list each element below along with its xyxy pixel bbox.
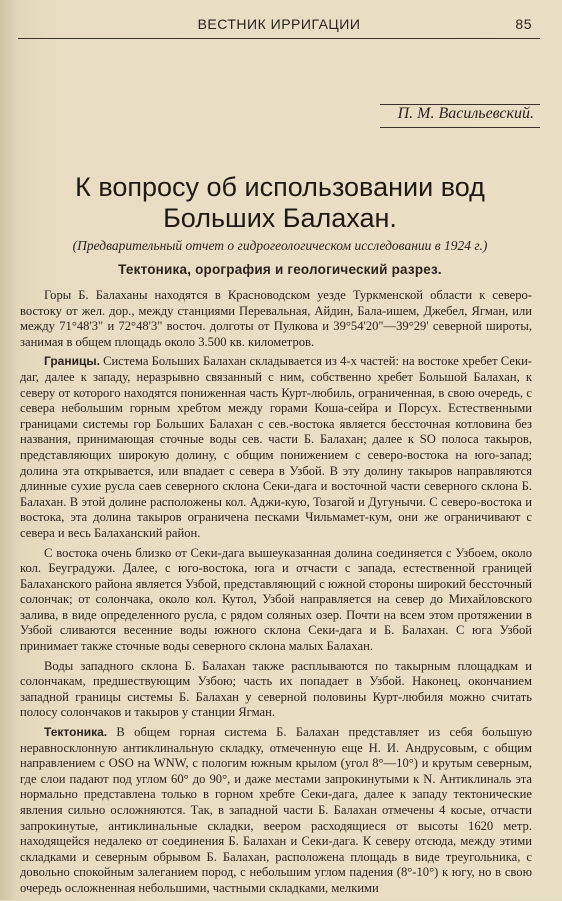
page-number: 85: [515, 16, 532, 32]
article-title: [20, 172, 540, 234]
journal-title: ВЕСТНИК ИРРИГАЦИИ: [197, 16, 361, 32]
paragraph-4: [20, 659, 532, 721]
section-heading: Тектоника, орография и геологический разрез.: [118, 262, 442, 277]
paragraph-text: Воды западного склона Б. Балахан также расплываются по такырным площадкам и солончакам, предшествующим Узбою; часть их попадает в Узбой. Наконец, окончанием западной границы системы Б. Балахан у северной половины Курт-любиля можно считать полосу солончаков и такыров у станции Ягман.: [20, 658, 532, 720]
article-body: [20, 288, 532, 901]
paragraph-text: В общем горная система Б. Балахан представляет из себя большую неравносклонную антиклинальную складку, отмеченную еще Н. И. Андрусовым, с общим направлением с OSO на WNW, с пологим южным крылом (угол 8°—10°) и крутым северным, где слои падают под углом 60° до 90°, и даже местами запрокинутыми к N. Антиклиналь эта нормально представлена только в горном хребте Секи-дага, далее к западу тектонические явления сильно осложняются. Так, в западной части Б. Балахан отмечены 4 косые, отчасти запрокинутые, антиклинальные складки, веером расходящиеся от высоты 1620 метр. находящейся недалеко от соединения Б. Балахан и Секи-дага. К северу отсюда, между этими складками и северным обрывом Б. Балахан, расположена площадь в виде треугольника, с довольно спокойным залеганием пород, с небольшим углом падения (8°-10°) к югу, но в свою очередь осложненная небольшими, частными складками, мелкими: [20, 725, 532, 895]
paragraph-lead: Границы.: [44, 354, 100, 369]
paragraph-5: [20, 725, 532, 897]
article-subtitle: (Предварительный отчет о гидрогеологическом исследовании в 1924 г.): [72, 238, 488, 253]
paragraph-2: [20, 354, 532, 541]
paragraph-3: [20, 546, 532, 655]
author-name: П. М. Васильевский.: [380, 100, 540, 128]
title-line-2: Больших Балахан.: [163, 203, 397, 233]
title-line-1: К вопросу об использовании вод: [75, 172, 485, 202]
running-header: [18, 12, 540, 39]
paragraph-text: Система Больших Балахан складывается из 4-х частей: на востоке хребет Секи-даг, далее к западу, неразрывно связанный с ним, собственно хребет Большой Балахан, к северу от которого находятся пониженная часть Курт-любиль, ограниченная, в свою очередь, с севера небольшим горным хребтом между горами Коша-сейра и Порсух. Естественными границами системы гор Больших Балахан с сев.-востока является бессточная котловина без названия, принимающая сточные воды сев. части Б. Балахан; далее к SO полоса такыров, представляющих широкую долину, с общим понижением с северо-востока на юго-запад; долина эта открывается, или впадает с севера в Узбой. В эту долину такыров направляются длинные сухие русла саев северного склона Секи-дага и восточной части северного склона Б. Балахан. В этой долине расположены кол. Аджи-кую, Тозагой и Дугунычи. С северо-востока и востока, эта долина такыров ограничена песками Чильмамет-кум, они же ограничивают с севера и весь Балаханский район.: [20, 354, 532, 540]
paragraph-1: [20, 288, 532, 350]
paragraph-text: С востока очень близко от Секи-дага вышеуказанная долина соединяется с Узбоем, около кол. Беуградужи. Далее, с юго-востока, юга и отчасти с запада, естественной границей Балаханского района является Узбой, представляющий с южной стороны широкий бессточный солончак; от солончака, около кол. Кутол, Узбой направляется на север до Михайловского залива, в виде определенного русла, с рядом соляных озер. Почти на всем этом протяжении в Узбой сливаются весенние воды южного склона Секи-дага и Б. Балахан. С юга Узбой принимает также сточные воды северного склона малых Балахан.: [20, 545, 532, 654]
paragraph-text: Горы Б. Балаханы находятся в Красноводском уезде Туркменской области к северо-востоку от жел. дор., между станциями Перевальная, Айдин, Бала-ишем, Джебел, Ягман, или между 71°48'3" и 72°48'3" восточ. долготы от Пулкова и 39°54'20"—39°29' северной широты, занимая в общем площадь около 3.500 кв. километров.: [20, 288, 532, 349]
paragraph-lead: Тектоника.: [44, 725, 108, 740]
